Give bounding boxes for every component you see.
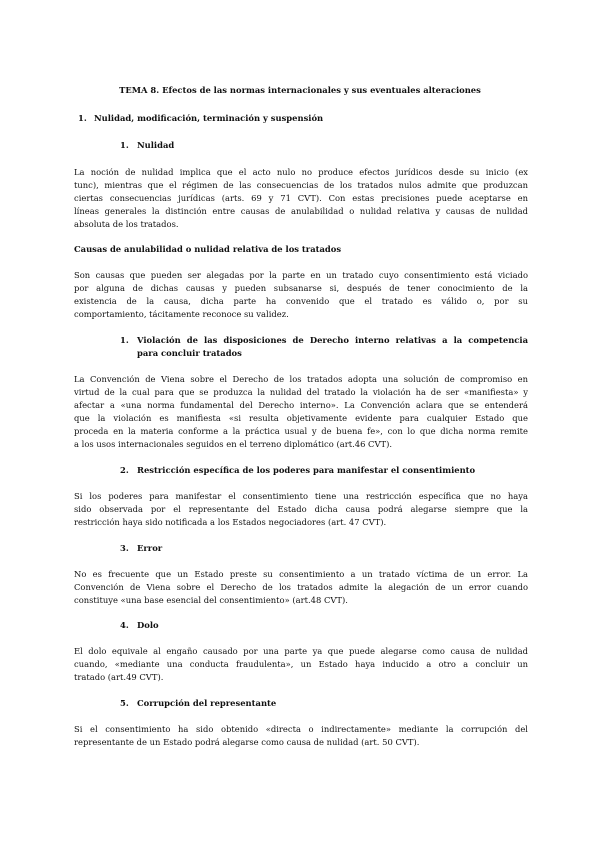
text-line: ciertas consecuencias jurídicas (arts. 69 y 71 CVT). Con estas precisiones puede aceptarse en bbox=[74, 193, 528, 203]
subsection-heading-error: Error bbox=[137, 543, 163, 553]
subsection-number: 4. bbox=[120, 620, 129, 630]
subsection-number: 3. bbox=[120, 543, 129, 553]
subsection-number: 1. bbox=[120, 335, 129, 345]
text-line: comportamiento, tácitamente reconoce su validez. bbox=[74, 309, 289, 319]
text-line: constituye «una base esencial del consentimiento» (art.48 CVT). bbox=[74, 595, 348, 605]
subsection-heading-violacion: Violación de las disposiciones de Derecho interno relativas a la competencia bbox=[137, 335, 528, 345]
text-line: La Convención de Viena sobre el Derecho de los tratados adopta una solución de compromiso en bbox=[74, 374, 528, 384]
subsection-number: 1. bbox=[120, 140, 129, 150]
text-line: tunc), mientras que el régimen de las consecuencias de los tratados nulos admite que produzcan bbox=[74, 180, 528, 190]
text-line: sido observada por el representante del Estado dicha causa podrá alegarse siempre que la bbox=[74, 504, 528, 514]
document-title: TEMA 8. Efectos de las normas internacionales y sus eventuales alteraciones bbox=[119, 85, 481, 95]
text-line: afectar a «una norma fundamental del Derecho interno». La Convención aclara que se entenderá bbox=[74, 400, 528, 410]
text-line: existencia de la causa, dicha parte ha convenido que el tratado es válido o, por su bbox=[74, 296, 528, 306]
text-line: que la violación es manifiesta «si resulta objetivamente evidente para cualquier Estado que bbox=[74, 413, 528, 423]
text-line: La noción de nulidad implica que el acto nulo no produce efectos jurídicos desde su inicio (ex bbox=[74, 167, 528, 177]
text-line: representante de un Estado podrá alegarse como causa de nulidad (art. 50 CVT). bbox=[74, 737, 420, 747]
text-line: El dolo equivale al engaño causado por una parte ya que puede alegarse como causa de nulidad bbox=[74, 646, 528, 656]
subsection-number: 2. bbox=[120, 465, 129, 475]
text-line: proceda en la materia conforme a la práctica usual y de buena fe», con lo que dicha norma remite bbox=[74, 426, 528, 436]
subsection-heading-dolo: Dolo bbox=[137, 620, 159, 630]
text-line: a los usos internacionales seguidos en el terreno diplomático (art.46 CVT). bbox=[74, 439, 393, 449]
text-line: Convención de Viena sobre el Derecho de los tratados admite la alegación de un error cuando bbox=[74, 582, 528, 592]
subsection-heading-restriccion: Restricción específica de los poderes para manifestar el consentimiento bbox=[137, 465, 476, 475]
text-line: por alguna de dichas causas y pueden subsanarse si, después de tener conocimiento de la bbox=[74, 283, 528, 293]
text-line: restricción haya sido notificada a los Estados negociadores (art. 47 CVT). bbox=[74, 517, 387, 527]
text-line: absoluta de los tratados. bbox=[74, 219, 179, 229]
heading-causas-anulabilidad: Causas de anulabilidad o nulidad relativa de los tratados bbox=[74, 244, 342, 254]
subsection-heading-corrupcion: Corrupción del representante bbox=[137, 698, 277, 708]
text-line: Si el consentimiento ha sido obtenido «directa o indirectamente» mediante la corrupción del bbox=[74, 724, 528, 734]
text-line: cuando, «mediante una conducta fraudulenta», un Estado haya inducido a otro a concluir un bbox=[74, 659, 528, 669]
text-line: Si los poderes para manifestar el consentimiento tiene una restricción específica que no haya bbox=[74, 491, 528, 501]
text-line: Son causas que pueden ser alegadas por la parte en un tratado cuyo consentimiento está viciado bbox=[74, 270, 528, 280]
subsection-heading-nulidad: Nulidad bbox=[137, 140, 175, 150]
text-line: líneas generales la distinción entre causas de anulabilidad o nulidad relativa y causas de nulidad bbox=[74, 206, 528, 216]
subsection-number: 5. bbox=[120, 698, 129, 708]
section-heading: Nulidad, modificación, terminación y suspensión bbox=[94, 113, 324, 123]
text-line: No es frecuente que un Estado preste su consentimiento a un tratado víctima de un error. La bbox=[74, 569, 528, 579]
subsection-heading-violacion-cont: para concluir tratados bbox=[137, 348, 242, 358]
text-line: tratado (art.49 CVT). bbox=[74, 672, 164, 682]
text-line: virtud de la cual para que se produzca la nulidad del tratado la violación ha de ser «manifiesta» y bbox=[74, 387, 528, 397]
section-number: 1. bbox=[78, 113, 87, 123]
